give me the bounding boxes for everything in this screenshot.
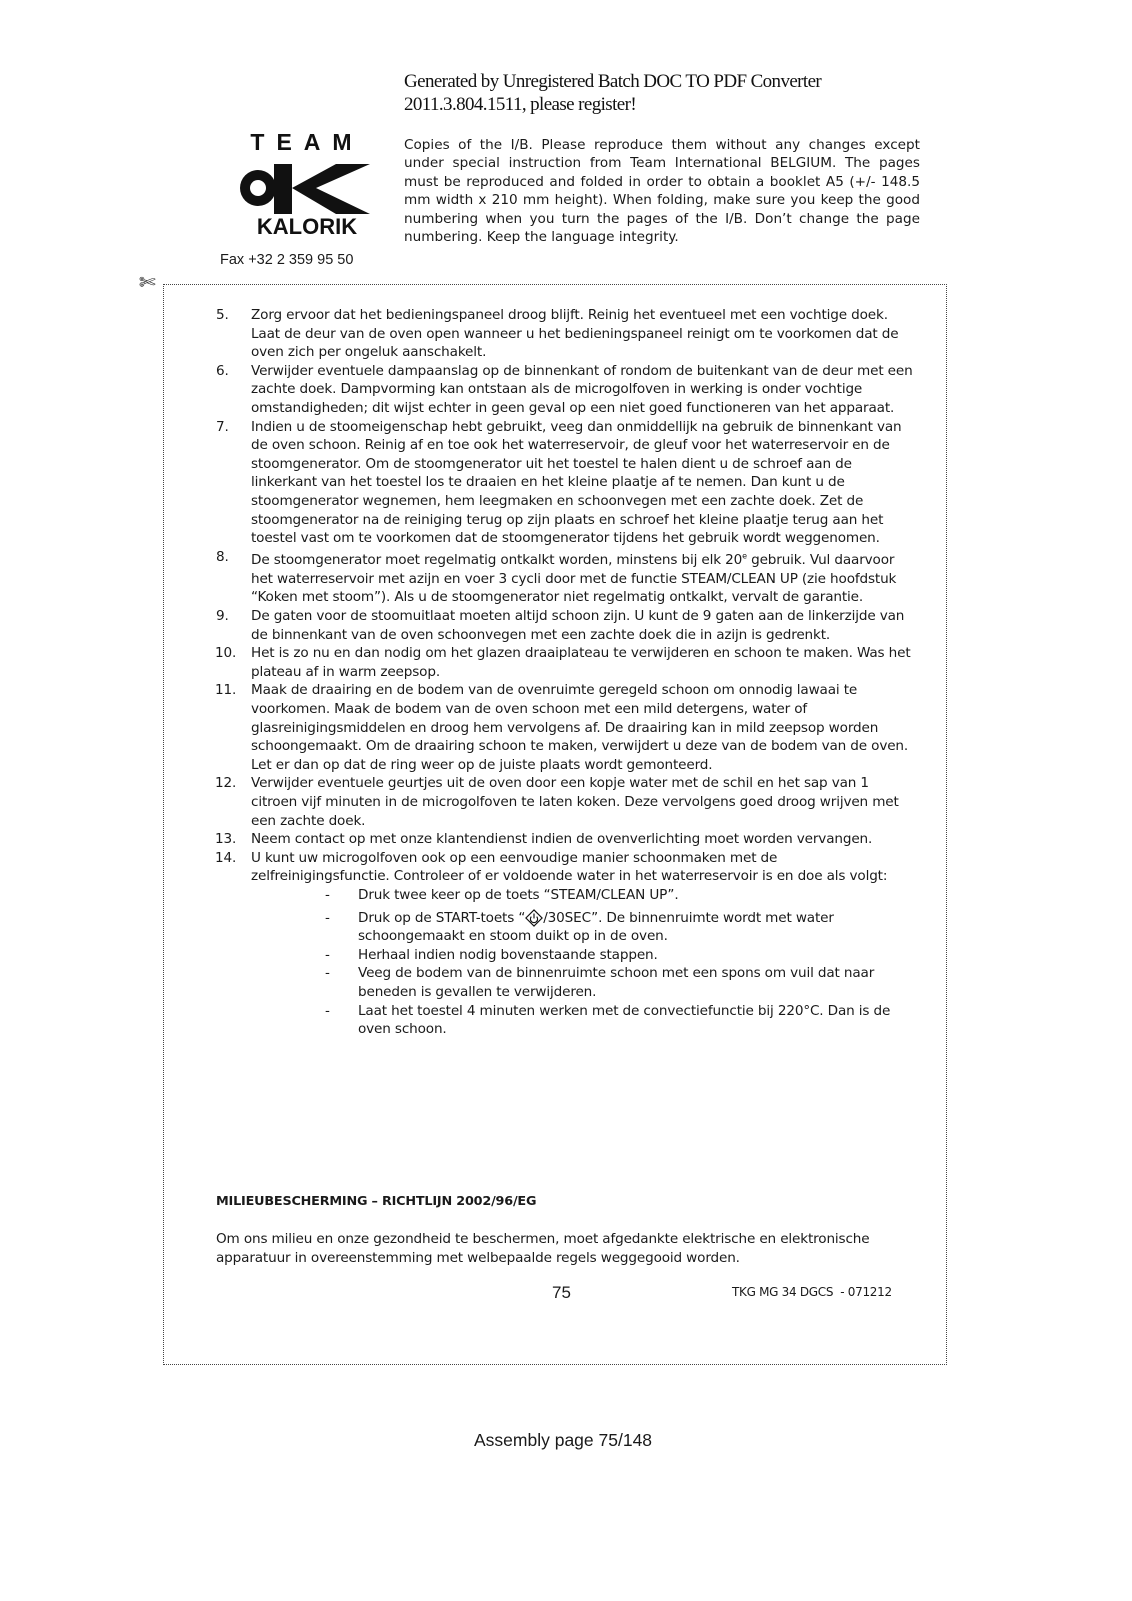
fax-number: Fax +32 2 359 95 50	[220, 252, 354, 268]
item-text: Verwijder eventuele geurtjes uit de oven door een kopje water met de schil en het sap van 1 citroen vijf minuten in de microgolfoven te laten koken. Deze vervolgens goed droog wrijven met een zachte doek.	[251, 775, 899, 829]
step-text: Laat het toestel 4 minuten werken met de convectiefunctie bij 220°C. Dan is de oven schoon.	[358, 1002, 891, 1038]
watermark-line-1: Generated by Unregistered Batch DOC TO PDF Converter	[404, 71, 822, 92]
step-item: - Laat het toestel 4 minuten werken met de convectiefunctie bij 220°C. Dan is de oven schoon.	[325, 1002, 891, 1038]
page-number: 75	[552, 1283, 571, 1302]
item-number: 13.	[215, 831, 237, 848]
list-item	[216, 681, 916, 774]
assembly-page-label: Assembly page 75/148	[474, 1430, 653, 1450]
self-cleaning-steps	[325, 886, 916, 1039]
item-text: Maak de draairing en de bodem van de ovenruimte geregeld schoon om onnodig lawaai te voorkomen. Maak de bodem van de oven schoon met een mild detergens, water of glasreinigingsmiddelen en droog hem vervolgens af. De draairing kan in mild zeepsop worden schoongemaakt. Om de draairing schoon te maken, verwijdert u deze van de bodem van de oven. Let er dan op dat de ring weer op de juiste plaats wordt gemonteerd.	[251, 682, 909, 773]
item-text: De stoomgenerator moet regelmatig ontkalkt worden, minstens bij elk 20e gebruik. Vul daarvoor het waterreservoir met azijn en voer 3 cycli door met de functie STEAM/CLEAN UP (zie hoofdstuk “Koken met stoom”). Als u de stoomgenerator niet regelmatig ontkalkt, vervalt de garantie.	[251, 551, 897, 606]
item-number: 8.	[216, 548, 229, 565]
step-item: - Veeg de bodem van de binnenruimte schoon met een spons om vuil dat naar beneden is gevallen te verwijderen.	[325, 965, 875, 1000]
item-number: 7.	[216, 418, 229, 435]
item-number: 5.	[216, 307, 229, 323]
step-item: - Druk twee keer op de toets “STEAM/CLEAN UP”.	[325, 886, 679, 903]
team-kalorik-logo	[236, 130, 378, 240]
step-text: Druk twee keer op de toets “STEAM/CLEAN UP”.	[358, 886, 679, 903]
reproduction-instructions: Copies of the I/B. Please reproduce them without any changes except under special instruction from Team International BELGIUM. The pages must be reproduced and folded in order to obtain a booklet A5 (+/- 148.5 mm width x 210 mm height). When folding, make sure you keep the good numbering when you turn the pages of the I/B. Don’t change the page numbering. Keep the language integrity.	[404, 137, 920, 246]
watermark-line-2: 2011.3.804.1511, please register!	[404, 94, 637, 115]
item-number: 9.	[216, 608, 229, 625]
converter-watermark	[404, 70, 924, 116]
list-item	[216, 644, 916, 681]
item-number: 6.	[216, 362, 229, 379]
item-number: 10.	[215, 645, 237, 662]
list-item	[216, 774, 916, 830]
environment-paragraph: Om ons milieu en onze gezondheid te beschermen, moet afgedankte elektrische en elektronische apparatuur in overeenstemming met welbepaalde regels weggegooid worden.	[216, 1231, 870, 1266]
item-text: Verwijder eventuele dampaanslag op de binnenkant of rondom de buitenkant van de deur met een zachte doek. Dampvorming kan ontstaan als de microgolfoven in werking is onder vochtige omstandigheden; dit wijst echter in geen geval op een niet goed functioneren van het apparaat.	[251, 362, 913, 416]
list-item	[216, 849, 916, 1039]
document-code: TKG MG 34 DGCS - 071212	[732, 1285, 892, 1299]
list-item	[216, 362, 916, 418]
step-text: Herhaal indien nodig bovenstaande stappen.	[358, 946, 658, 963]
section-heading: MILIEUBESCHERMING – RICHTLIJN 2002/96/EG	[216, 1194, 537, 1209]
list-item	[216, 306, 916, 362]
logo-bottom-text: KALORIK	[256, 214, 358, 239]
item-number: 14.	[215, 849, 237, 866]
list-item	[216, 607, 916, 644]
item-number: 11.	[215, 682, 237, 699]
list-item	[216, 830, 916, 849]
step-item: - Herhaal indien nodig bovenstaande stappen.	[325, 946, 658, 963]
item-text: De gaten voor de stoomuitlaat moeten altijd schoon zijn. U kunt de 9 gaten aan de linkerzijde van de binnenkant van de oven schoonvegen met een zachte doek die in azijn is gedrenkt.	[251, 608, 905, 643]
scissors-icon: ✄	[139, 270, 156, 294]
start-power-icon	[525, 909, 543, 927]
cleaning-instructions-list	[216, 306, 916, 1039]
list-item	[216, 418, 916, 548]
item-text: Indien u de stoomeigenschap hebt gebruikt, veeg dan onmiddellijk na gebruik de binnenkant van de oven schoon. Reinig af en toe ook het waterreservoir, de gleuf voor het waterreservoir en de stoomgenerator. Om de stoomgenerator uit het toestel te halen dient u de schroef aan de linkerkant van het toestel los te draaien en het kleine plaatje af te nemen. Dan kunt u de stoomgenerator wegnemen, hem leegmaken en schoonvegen met een zachte doek. Zet de stoomgenerator na de reiniging terug op zijn plaats en schroef het kleine plaatje terug aan het toestel vast om te voorkomen dat de stoomgenerator tijdens het gebruik wordt weggenomen.	[251, 418, 902, 547]
item-text: Zorg ervoor dat het bedieningspaneel droog blijft. Reinig het eventueel met een vochtige doek. Laat de deur van de oven open wanneer u het bedieningspaneel reinigt om te voorkomen dat de oven zich per ongeluk aanschakelt.	[251, 307, 899, 361]
item-text: Het is zo nu en dan nodig om het glazen draaiplateau te verwijderen en schoon te maken. Was het plateau af in warm zeepsop.	[251, 645, 911, 680]
step-item: - Druk op de START-toets “ /30SEC”. De binnenruimte wordt met water schoongemaakt en stoom duikt op in de oven.	[325, 909, 834, 945]
item-text: U kunt uw microgolfoven ook op een eenvoudige manier schoonmaken met de zelfreinigingsfunctie. Controleer of er voldoende water in het waterreservoir is en doe als volgt:	[251, 849, 888, 885]
step-text: Veeg de bodem van de binnenruimte schoon met een spons om vuil dat naar beneden is gevallen te verwijderen.	[358, 965, 875, 1000]
item-number: 12.	[215, 775, 237, 792]
item-text: Neem contact op met onze klantendienst indien de ovenverlichting moet worden vervangen.	[251, 831, 873, 848]
logo-top-text: TEAM	[250, 130, 364, 155]
step-text: Druk op de START-toets “ /30SEC”. De binnenruimte wordt met water schoongemaakt en stoom duikt op in de oven.	[358, 909, 834, 945]
list-item	[216, 548, 916, 607]
